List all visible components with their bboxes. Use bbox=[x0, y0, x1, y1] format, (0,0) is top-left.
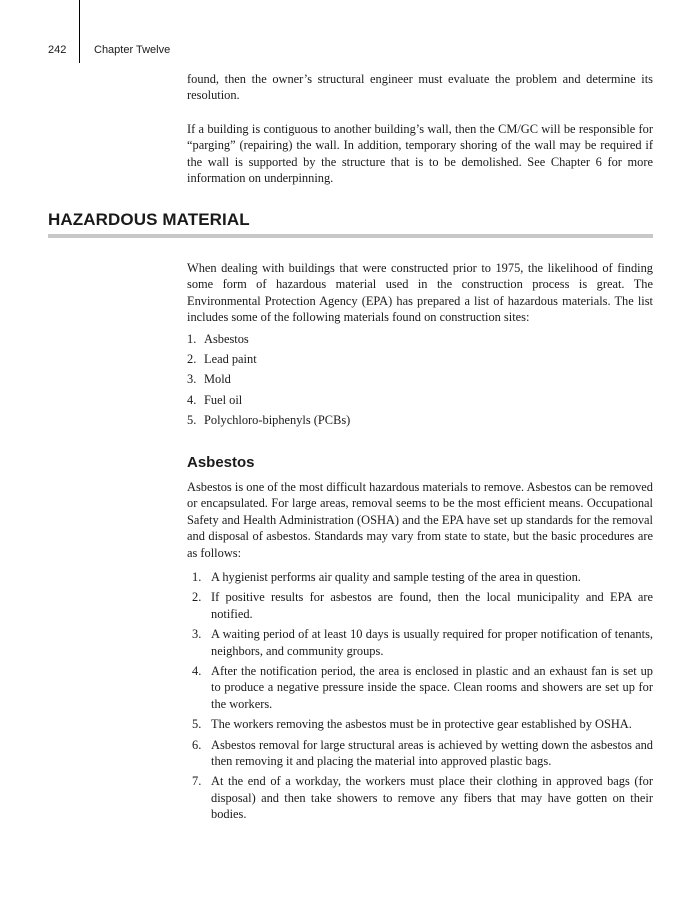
section-rule bbox=[48, 234, 653, 238]
list-text: The workers removing the asbestos must be in protective gear established by OSHA. bbox=[211, 717, 632, 732]
list-text: Fuel oil bbox=[204, 392, 243, 407]
paragraph-text: If a building is contiguous to another building’s wall, then the CM/GC will be responsible for “parging” (repairing) the wall. In addition, temporary shoring of the wall may be required if the wall is supported by the structure that is to be demolished. See Chapter 6 for more information on underpinning. bbox=[187, 122, 653, 186]
list-text: After the notification period, the area is enclosed in plastic and an exhaust fan is set up to produce a negative pressure inside the space. Clean rooms and showers are set up for the workers. bbox=[211, 664, 653, 711]
list-text: A hygienist performs air quality and sample testing of the area in question. bbox=[211, 570, 581, 584]
paragraph-continuation bbox=[187, 71, 653, 104]
list-number: 6. bbox=[192, 737, 202, 752]
list-text: If positive results for asbestos are found, then the local municipality and EPA are notified. bbox=[211, 590, 653, 621]
list-number: 2. bbox=[187, 352, 197, 367]
materials-list bbox=[187, 331, 653, 432]
section-intro bbox=[187, 260, 653, 326]
header-divider bbox=[79, 0, 80, 63]
list-item bbox=[187, 626, 653, 659]
list-text: Asbestos bbox=[204, 332, 249, 346]
list-number: 3. bbox=[187, 372, 197, 387]
list-number: 4. bbox=[187, 392, 197, 407]
page-number: 242 bbox=[48, 44, 67, 56]
list-text: Asbestos removal for large structural areas is achieved by wetting down the asbestos and then removing it and placing the material into approved plastic bags. bbox=[211, 737, 653, 769]
list-text: A waiting period of at least 10 days is usually required for proper notification of tenants, neighbors, and community groups. bbox=[211, 627, 653, 658]
list-number: 1. bbox=[192, 570, 202, 584]
list-item bbox=[187, 716, 653, 732]
list-number: 7. bbox=[192, 774, 202, 789]
list-item bbox=[187, 351, 653, 371]
list-item bbox=[187, 589, 653, 622]
list-number: 3. bbox=[192, 627, 202, 642]
list-number: 2. bbox=[192, 590, 202, 605]
list-number: 5. bbox=[187, 412, 197, 427]
paragraph-text: Asbestos is one of the most difficult hazardous materials to remove. Asbestos can be removed or encapsulated. For large areas, removal seems to be the most efficient means. Occupational Safety and Health Administration (OSHA) and the EPA have set up standards for the removal and disposal of asbestos. Standards may vary from state to state, but the basic procedures are as follows: bbox=[187, 480, 653, 560]
list-item bbox=[187, 773, 653, 822]
paragraph-text: When dealing with buildings that were constructed prior to 1975, the likelihood of finding some form of hazardous material used in the construction process is great. The Environmental Protection Agency (EPA) has prepared a list of hazardous materials. The list includes some of the following materials found on construction sites: bbox=[187, 261, 653, 325]
subsection-heading: Asbestos bbox=[187, 454, 255, 471]
list-item bbox=[187, 412, 653, 432]
list-number: 1. bbox=[187, 332, 197, 346]
list-item bbox=[187, 371, 653, 391]
asbestos-intro bbox=[187, 479, 653, 561]
asbestos-procedure-list bbox=[187, 569, 653, 827]
list-text: At the end of a workday, the workers must place their clothing in approved bags (for disposal) and then take showers to remove any fibers that may have gotten on their bodies. bbox=[211, 774, 653, 822]
list-text: Polychloro-biphenyls (PCBs) bbox=[204, 412, 351, 427]
running-head: Chapter Twelve bbox=[94, 44, 171, 56]
section-heading: HAZARDOUS MATERIAL bbox=[48, 210, 250, 229]
paragraph-parging bbox=[187, 121, 653, 187]
list-item bbox=[187, 737, 653, 770]
list-number: 5. bbox=[192, 717, 202, 732]
list-item bbox=[187, 331, 653, 351]
list-text: Mold bbox=[204, 372, 231, 387]
list-number: 4. bbox=[192, 664, 202, 679]
paragraph-text: found, then the owner’s structural engineer must evaluate the problem and determine its resolution. bbox=[187, 72, 653, 103]
list-item bbox=[187, 569, 653, 585]
list-text: Lead paint bbox=[204, 352, 257, 367]
list-item bbox=[187, 392, 653, 412]
list-item bbox=[187, 663, 653, 712]
